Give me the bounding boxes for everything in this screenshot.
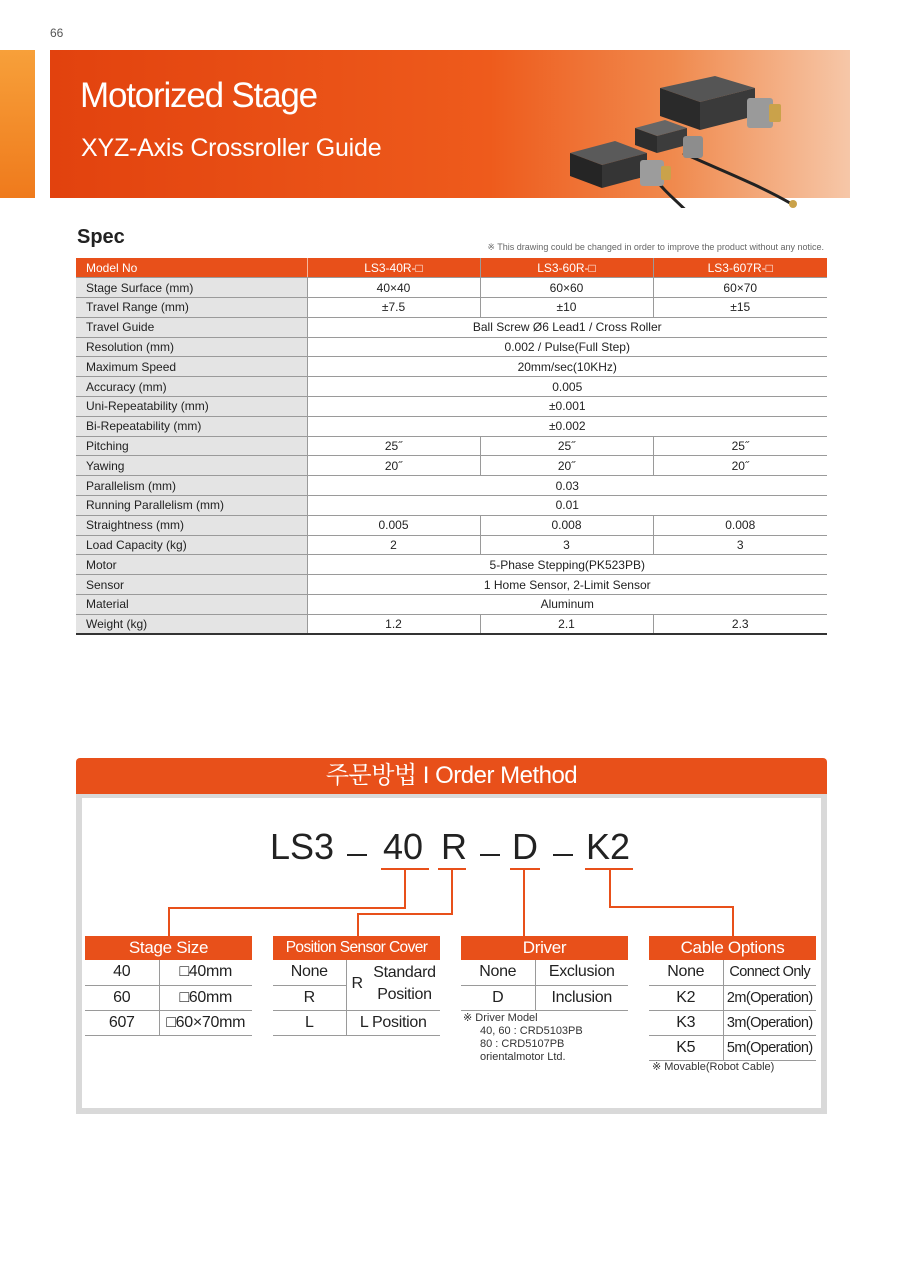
- spec-row-value: 2.1: [480, 614, 653, 634]
- spec-row-label: Yawing: [76, 456, 307, 476]
- driver-note-line: orientalmotor Ltd.: [480, 1051, 566, 1063]
- spec-row-value: 60×70: [653, 278, 827, 298]
- connector-line: [523, 869, 525, 936]
- spec-row-value: 25˝: [653, 436, 827, 456]
- table-row: [85, 1010, 252, 1035]
- page-number: 66: [50, 26, 64, 40]
- spec-row-value: 25˝: [307, 436, 480, 456]
- table-row: [649, 985, 816, 1010]
- sensor-group-letter: R: [351, 975, 363, 992]
- spec-title: Spec: [77, 226, 125, 248]
- table-row: [76, 555, 827, 575]
- connector-line: [357, 913, 453, 915]
- cable-note: ※ Movable(Robot Cable): [652, 1061, 775, 1073]
- banner-side-accent: [0, 50, 35, 198]
- driver-code: D: [461, 985, 535, 1010]
- spec-row-value: 2: [307, 535, 480, 555]
- spec-row-value: 20˝: [307, 456, 480, 476]
- spec-row-value: 0.008: [480, 515, 653, 535]
- cable-code: K3: [649, 1010, 723, 1035]
- spec-row-value: 20˝: [653, 456, 827, 476]
- spec-row-label: Bi-Repeatability (mm): [76, 416, 307, 436]
- spec-row-value: ±7.5: [307, 298, 480, 318]
- connector-line: [451, 869, 453, 915]
- spec-row-label: Material: [76, 595, 307, 615]
- stage-size-value: □60mm: [159, 985, 252, 1010]
- table-row: [649, 1035, 816, 1060]
- driver-note-line: 40, 60 : CRD5103PB: [480, 1025, 583, 1037]
- cable-code: K5: [649, 1035, 723, 1060]
- connector-line: [404, 869, 406, 909]
- spec-row-label: Motor: [76, 555, 307, 575]
- spec-row-value: 3: [480, 535, 653, 555]
- spec-row-value: 0.01: [307, 496, 827, 516]
- table-row: [76, 595, 827, 615]
- spec-row-label: Sensor: [76, 575, 307, 595]
- stage-size-code: 607: [85, 1010, 159, 1035]
- code-series: LS3: [270, 826, 335, 867]
- spec-row-value: 1 Home Sensor, 2-Limit Sensor: [307, 575, 827, 595]
- spec-row-label: Stage Surface (mm): [76, 278, 307, 298]
- table-row: [76, 317, 827, 337]
- spec-row-label: Uni-Repeatability (mm): [76, 397, 307, 417]
- spec-row-label: Parallelism (mm): [76, 476, 307, 496]
- sensor-value: L Position: [346, 1010, 440, 1035]
- code-sensor: R: [441, 826, 467, 867]
- stage-size-code: 60: [85, 985, 159, 1010]
- spec-row-label: Maximum Speed: [76, 357, 307, 377]
- cable-value: 5m(Operation): [723, 1035, 816, 1060]
- spec-row-value: 1.2: [307, 614, 480, 634]
- spec-row-value: 60×60: [480, 278, 653, 298]
- spec-row-value: 0.005: [307, 515, 480, 535]
- table-row: [461, 985, 628, 1010]
- table-row: [76, 476, 827, 496]
- table-row: [76, 535, 827, 555]
- spec-row-label: Weight (kg): [76, 614, 307, 634]
- spec-row-label: Resolution (mm): [76, 337, 307, 357]
- table-row: [76, 614, 827, 634]
- code-underline: [510, 868, 540, 870]
- spec-row-value: ±0.002: [307, 416, 827, 436]
- table-row: [76, 575, 827, 595]
- stage-size-value: □60×70mm: [159, 1010, 252, 1035]
- spec-row-value: 20˝: [480, 456, 653, 476]
- table-row: [76, 357, 827, 377]
- table-row: [649, 960, 816, 985]
- spec-row-value: 0.002 / Pulse(Full Step): [307, 337, 827, 357]
- driver-note-line: 80 : CRD5107PB: [480, 1038, 565, 1050]
- code-cable: K2: [586, 826, 631, 867]
- table-row: [85, 985, 252, 1010]
- connector-line: [357, 913, 359, 936]
- sensor-code: L: [273, 1010, 346, 1035]
- table-row: [76, 416, 827, 436]
- table-row: [76, 377, 827, 397]
- sensor-code: R: [273, 985, 346, 1010]
- connector-line: [732, 906, 734, 936]
- spec-row-label: Running Parallelism (mm): [76, 496, 307, 516]
- code-dash: [347, 854, 367, 856]
- cable-code: K2: [649, 985, 723, 1010]
- spec-header-cell: LS3-60R-□: [480, 258, 653, 278]
- spec-row-label: Pitching: [76, 436, 307, 456]
- spec-header-cell: LS3-40R-□: [307, 258, 480, 278]
- code-dash: [553, 854, 573, 856]
- connector-line: [609, 906, 734, 908]
- table-row: [273, 1010, 440, 1035]
- table-row: [76, 298, 827, 318]
- spec-header-row: [76, 258, 827, 278]
- code-driver: D: [512, 826, 538, 867]
- spec-row-value: 0.005: [307, 377, 827, 397]
- connector-line: [168, 907, 406, 909]
- driver-value: Inclusion: [535, 985, 628, 1010]
- spec-table: [76, 258, 827, 635]
- table-row: [273, 960, 440, 985]
- spec-row-value: 20mm/sec(10KHz): [307, 357, 827, 377]
- sensor-cover-table: [273, 960, 440, 1036]
- driver-code: None: [461, 960, 535, 985]
- table-row: [85, 960, 252, 985]
- code-dash: [480, 854, 500, 856]
- order-method-title: 주문방법 I Order Method: [76, 758, 827, 794]
- cable-options-title: Cable Options: [649, 936, 816, 960]
- spec-header-cell: LS3-607R-□: [653, 258, 827, 278]
- sensor-code: None: [273, 960, 346, 985]
- sensor-position-label: Position: [377, 986, 432, 1003]
- spec-row-value: 40×40: [307, 278, 480, 298]
- sensor-standard-label: Standard: [373, 964, 436, 981]
- spec-row-value: 25˝: [480, 436, 653, 456]
- spec-row-value: 0.008: [653, 515, 827, 535]
- table-row: [76, 436, 827, 456]
- spec-row-label: Accuracy (mm): [76, 377, 307, 397]
- cable-code: None: [649, 960, 723, 985]
- stage-size-title: Stage Size: [85, 936, 252, 960]
- table-row: [461, 960, 628, 985]
- connector-line: [609, 869, 611, 908]
- spec-row-value: 0.03: [307, 476, 827, 496]
- spec-row-label: Straightness (mm): [76, 515, 307, 535]
- table-row: [649, 1010, 816, 1035]
- cable-value: Connect Only: [723, 960, 816, 985]
- spec-row-value: ±0.001: [307, 397, 827, 417]
- stage-size-code: 40: [85, 960, 159, 985]
- cable-value: 3m(Operation): [723, 1010, 816, 1035]
- table-row: [76, 337, 827, 357]
- driver-table: [461, 960, 628, 1011]
- spec-row-value: 5-Phase Stepping(PK523PB): [307, 555, 827, 575]
- spec-row-label: Travel Guide: [76, 317, 307, 337]
- page-title: Motorized Stage: [80, 76, 317, 115]
- sensor-cover-title: Position Sensor Cover: [273, 936, 440, 960]
- spec-row-value: Aluminum: [307, 595, 827, 615]
- spec-row-value: Ball Screw Ø6 Lead1 / Cross Roller: [307, 317, 827, 337]
- sensor-standard-cell: [346, 960, 440, 1010]
- spec-row-value: ±15: [653, 298, 827, 318]
- spec-row-value: ±10: [480, 298, 653, 318]
- stage-size-value: □40mm: [159, 960, 252, 985]
- page-subtitle: XYZ-Axis Crossroller Guide: [81, 134, 382, 162]
- table-row: [76, 515, 827, 535]
- stage-size-table: [85, 960, 252, 1036]
- connector-line: [168, 907, 170, 936]
- table-row: [76, 278, 827, 298]
- driver-title: Driver: [461, 936, 628, 960]
- spec-note: ※ This drawing could be changed in order to improve the product without any notice.: [487, 242, 824, 252]
- cable-value: 2m(Operation): [723, 985, 816, 1010]
- driver-value: Exclusion: [535, 960, 628, 985]
- spec-header-cell: Model No: [76, 258, 307, 278]
- cable-options-table: [649, 960, 816, 1061]
- spec-row-value: 2.3: [653, 614, 827, 634]
- driver-note: [463, 1012, 583, 1064]
- spec-row-label: Load Capacity (kg): [76, 535, 307, 555]
- table-row: [76, 456, 827, 476]
- driver-note-line: ※ Driver Model: [463, 1012, 538, 1024]
- spec-row-value: 3: [653, 535, 827, 555]
- motorized-stage-product-icon: [565, 58, 805, 208]
- spec-row-label: Travel Range (mm): [76, 298, 307, 318]
- table-row: [76, 397, 827, 417]
- table-row: [76, 496, 827, 516]
- code-size: 40: [383, 826, 424, 867]
